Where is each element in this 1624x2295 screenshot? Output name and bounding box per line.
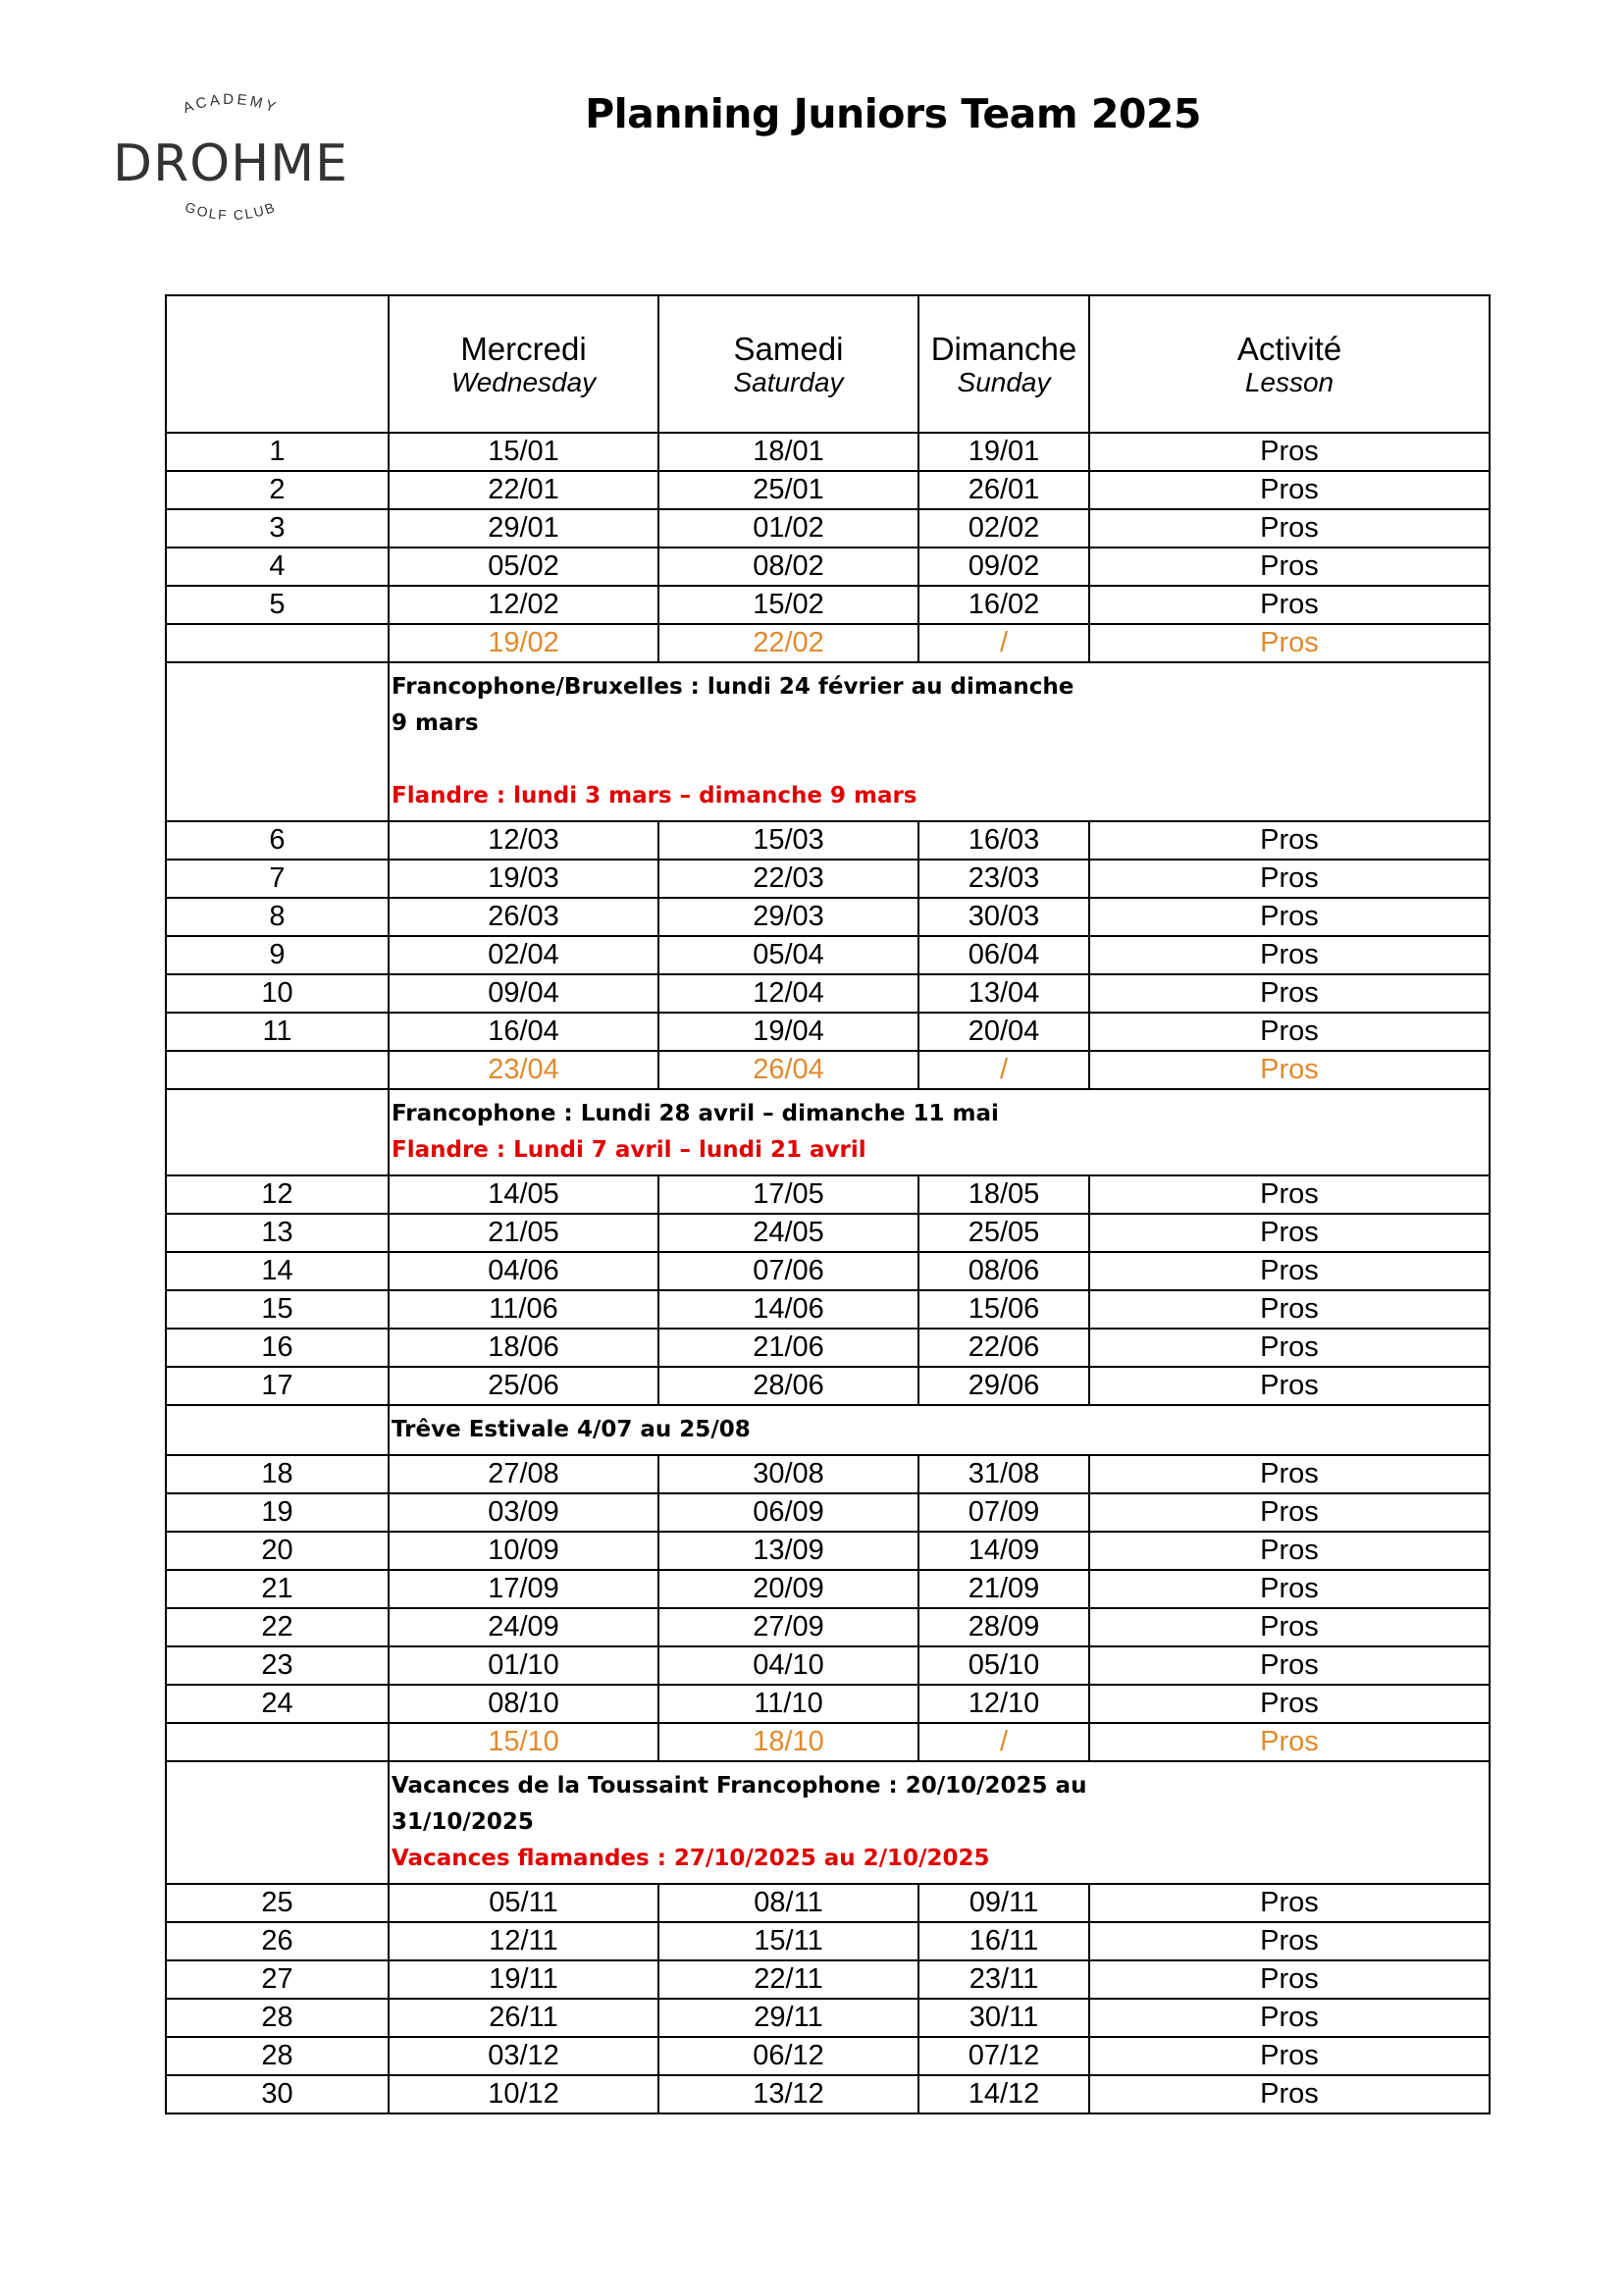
- session-number: 7: [166, 860, 389, 898]
- session-number: 12: [166, 1175, 389, 1214]
- saturday-date: 22/03: [658, 860, 918, 898]
- activity-cell: Pros: [1089, 2075, 1490, 2113]
- sunday-date: 20/04: [918, 1013, 1089, 1051]
- activity-cell: Pros: [1089, 509, 1490, 548]
- wednesday-date: 19/11: [389, 1960, 658, 1999]
- wednesday-date: 03/12: [389, 2037, 658, 2075]
- session-row: [166, 1608, 1490, 1646]
- sunday-date: /: [918, 1723, 1089, 1761]
- session-row: [166, 1175, 1490, 1214]
- session-number: 28: [166, 1999, 389, 2037]
- session-number: [166, 624, 389, 662]
- saturday-date: 06/12: [658, 2037, 918, 2075]
- wednesday-date: 24/09: [389, 1608, 658, 1646]
- activity-cell: Pros: [1089, 1884, 1490, 1922]
- saturday-date: 22/02: [658, 624, 918, 662]
- sunday-date: 21/09: [918, 1570, 1089, 1608]
- logo-main-text: DROHME: [113, 134, 348, 193]
- holiday-note-row: [166, 1089, 1490, 1175]
- optional-session-row: [166, 1051, 1490, 1089]
- saturday-date: 29/03: [658, 898, 918, 936]
- saturday-date: 15/02: [658, 586, 918, 624]
- session-row: [166, 548, 1490, 586]
- session-row: [166, 1922, 1490, 1960]
- sunday-date: 08/06: [918, 1252, 1089, 1290]
- session-number: 30: [166, 2075, 389, 2113]
- activity-cell: Pros: [1089, 1455, 1490, 1493]
- saturday-date: 11/10: [658, 1685, 918, 1723]
- wednesday-date: 01/10: [389, 1646, 658, 1685]
- header-cell-saturday: Samedi Saturday: [658, 295, 918, 433]
- holiday-note-text: Trêve Estivale 4/07 au 25/08: [392, 1417, 751, 1442]
- activity-cell: Pros: [1089, 1999, 1490, 2037]
- session-row: [166, 1646, 1490, 1685]
- saturday-date: 08/11: [658, 1884, 918, 1922]
- session-number: 28: [166, 2037, 389, 2075]
- session-number: 19: [166, 1493, 389, 1532]
- sunday-date: 19/01: [918, 433, 1089, 471]
- session-row: [166, 974, 1490, 1013]
- session-number: 5: [166, 586, 389, 624]
- session-number: 27: [166, 1960, 389, 1999]
- activity-cell: Pros: [1089, 1252, 1490, 1290]
- sunday-date: /: [918, 624, 1089, 662]
- holiday-note-row: [166, 662, 1490, 821]
- note-spacer-cell: [1089, 1405, 1490, 1455]
- header-cell-wednesday: Mercredi Wednesday: [389, 295, 658, 433]
- optional-session-row: [166, 624, 1490, 662]
- saturday-date: 24/05: [658, 1214, 918, 1252]
- wednesday-date: 25/06: [389, 1367, 658, 1405]
- holiday-note: [389, 1405, 1089, 1455]
- session-number: 2: [166, 471, 389, 509]
- sunday-date: 02/02: [918, 509, 1089, 548]
- saturday-date: 04/10: [658, 1646, 918, 1685]
- note-empty-cell: [166, 662, 389, 821]
- sunday-date: 18/05: [918, 1175, 1089, 1214]
- activity-cell: Pros: [1089, 1367, 1490, 1405]
- saturday-date: 28/06: [658, 1367, 918, 1405]
- activity-cell: Pros: [1089, 936, 1490, 974]
- activity-cell: Pros: [1089, 1051, 1490, 1089]
- saturday-date: 13/12: [658, 2075, 918, 2113]
- sunday-date: 07/09: [918, 1493, 1089, 1532]
- wednesday-date: 29/01: [389, 509, 658, 548]
- sunday-date: 23/11: [918, 1960, 1089, 1999]
- sunday-date: 13/04: [918, 974, 1089, 1013]
- wednesday-date: 05/02: [389, 548, 658, 586]
- session-number: 1: [166, 433, 389, 471]
- sunday-date: 28/09: [918, 1608, 1089, 1646]
- activity-cell: Pros: [1089, 2037, 1490, 2075]
- wednesday-date: 05/11: [389, 1884, 658, 1922]
- sunday-date: 22/06: [918, 1329, 1089, 1367]
- sunday-date: 23/03: [918, 860, 1089, 898]
- session-row: [166, 1252, 1490, 1290]
- activity-cell: Pros: [1089, 624, 1490, 662]
- sunday-date: 29/06: [918, 1367, 1089, 1405]
- sunday-date: 14/09: [918, 1532, 1089, 1570]
- activity-cell: Pros: [1089, 1329, 1490, 1367]
- note-spacer-cell: [1089, 662, 1490, 821]
- wednesday-date: 26/03: [389, 898, 658, 936]
- sunday-date: 16/02: [918, 586, 1089, 624]
- holiday-note: [389, 1761, 1089, 1884]
- session-row: [166, 509, 1490, 548]
- wednesday-date: 15/10: [389, 1723, 658, 1761]
- sunday-date: /: [918, 1051, 1089, 1089]
- session-row: [166, 1532, 1490, 1570]
- activity-cell: Pros: [1089, 1013, 1490, 1051]
- sunday-date: 30/11: [918, 1999, 1089, 2037]
- session-number: 17: [166, 1367, 389, 1405]
- session-row: [166, 821, 1490, 860]
- drohme-logo: [108, 78, 373, 245]
- session-number: 20: [166, 1532, 389, 1570]
- session-row: [166, 2037, 1490, 2075]
- sunday-date: 09/11: [918, 1884, 1089, 1922]
- sunday-date: 16/11: [918, 1922, 1089, 1960]
- activity-cell: Pros: [1089, 548, 1490, 586]
- session-number: 23: [166, 1646, 389, 1685]
- session-row: [166, 433, 1490, 471]
- session-row: [166, 1013, 1490, 1051]
- sunday-date: 15/06: [918, 1290, 1089, 1329]
- saturday-date: 15/03: [658, 821, 918, 860]
- activity-cell: Pros: [1089, 1922, 1490, 1960]
- note-spacer-cell: [1089, 1761, 1490, 1884]
- saturday-date: 25/01: [658, 471, 918, 509]
- session-row: [166, 2075, 1490, 2113]
- session-row: [166, 1999, 1490, 2037]
- session-row: [166, 1570, 1490, 1608]
- session-row: [166, 1960, 1490, 1999]
- session-number: 8: [166, 898, 389, 936]
- session-number: 4: [166, 548, 389, 586]
- session-number: 22: [166, 1608, 389, 1646]
- wednesday-date: 17/09: [389, 1570, 658, 1608]
- holiday-note-text: Francophone/Bruxelles : lundi 24 février au dimanche 9 mars: [392, 674, 1074, 736]
- wednesday-date: 26/11: [389, 1999, 658, 2037]
- session-row: [166, 471, 1490, 509]
- session-number: 14: [166, 1252, 389, 1290]
- session-number: 21: [166, 1570, 389, 1608]
- saturday-date: 06/09: [658, 1493, 918, 1532]
- holiday-note-flanders-text: Flandre : lundi 3 mars – dimanche 9 mars: [392, 783, 917, 808]
- saturday-date: 20/09: [658, 1570, 918, 1608]
- activity-cell: Pros: [1089, 898, 1490, 936]
- session-row: [166, 1493, 1490, 1532]
- holiday-note-flanders-text: Flandre : Lundi 7 avril – lundi 21 avril: [392, 1137, 866, 1163]
- note-empty-cell: [166, 1761, 389, 1884]
- saturday-date: 22/11: [658, 1960, 918, 1999]
- session-number: 9: [166, 936, 389, 974]
- saturday-date: 30/08: [658, 1455, 918, 1493]
- sunday-date: 16/03: [918, 821, 1089, 860]
- wednesday-date: 16/04: [389, 1013, 658, 1051]
- holiday-note-row: [166, 1405, 1490, 1455]
- activity-cell: Pros: [1089, 1685, 1490, 1723]
- activity-cell: Pros: [1089, 1646, 1490, 1685]
- activity-cell: Pros: [1089, 1290, 1490, 1329]
- activity-cell: Pros: [1089, 1723, 1490, 1761]
- activity-cell: Pros: [1089, 821, 1490, 860]
- header-row: [166, 295, 1490, 433]
- holiday-note-text: Francophone : Lundi 28 avril – dimanche 11 mai: [392, 1101, 999, 1126]
- wednesday-date: 08/10: [389, 1685, 658, 1723]
- wednesday-date: 23/04: [389, 1051, 658, 1089]
- session-number: 18: [166, 1455, 389, 1493]
- session-number: 6: [166, 821, 389, 860]
- wednesday-date: 14/05: [389, 1175, 658, 1214]
- session-number: 13: [166, 1214, 389, 1252]
- note-empty-cell: [166, 1405, 389, 1455]
- wednesday-date: 21/05: [389, 1214, 658, 1252]
- session-row: [166, 1290, 1490, 1329]
- activity-cell: Pros: [1089, 1570, 1490, 1608]
- activity-cell: Pros: [1089, 1608, 1490, 1646]
- saturday-date: 08/02: [658, 548, 918, 586]
- session-row: [166, 1329, 1490, 1367]
- wednesday-date: 10/12: [389, 2075, 658, 2113]
- saturday-date: 05/04: [658, 936, 918, 974]
- sunday-date: 31/08: [918, 1455, 1089, 1493]
- activity-cell: Pros: [1089, 1960, 1490, 1999]
- session-row: [166, 586, 1490, 624]
- schedule-table: [165, 294, 1491, 2114]
- saturday-date: 14/06: [658, 1290, 918, 1329]
- activity-cell: Pros: [1089, 860, 1490, 898]
- saturday-date: 19/04: [658, 1013, 918, 1051]
- holiday-note: [389, 662, 1089, 821]
- sunday-date: 07/12: [918, 2037, 1089, 2075]
- wednesday-date: 11/06: [389, 1290, 658, 1329]
- saturday-date: 18/10: [658, 1723, 918, 1761]
- saturday-date: 15/11: [658, 1922, 918, 1960]
- saturday-date: 18/01: [658, 433, 918, 471]
- holiday-note-flanders-text: Vacances flamandes : 27/10/2025 au 2/10/2025: [392, 1846, 990, 1871]
- session-row: [166, 898, 1490, 936]
- saturday-date: 26/04: [658, 1051, 918, 1089]
- saturday-date: 07/06: [658, 1252, 918, 1290]
- session-row: [166, 860, 1490, 898]
- wednesday-date: 18/06: [389, 1329, 658, 1367]
- wednesday-date: 19/02: [389, 624, 658, 662]
- note-spacer-cell: [1089, 1089, 1490, 1175]
- saturday-date: 27/09: [658, 1608, 918, 1646]
- wednesday-date: 22/01: [389, 471, 658, 509]
- wednesday-date: 12/02: [389, 586, 658, 624]
- sunday-date: 05/10: [918, 1646, 1089, 1685]
- session-number: 24: [166, 1685, 389, 1723]
- wednesday-date: 12/11: [389, 1922, 658, 1960]
- activity-cell: Pros: [1089, 1175, 1490, 1214]
- page-title: Planning Juniors Team 2025: [585, 90, 1201, 137]
- session-number: 10: [166, 974, 389, 1013]
- session-number: 3: [166, 509, 389, 548]
- sunday-date: 14/12: [918, 2075, 1089, 2113]
- wednesday-date: 19/03: [389, 860, 658, 898]
- saturday-date: 17/05: [658, 1175, 918, 1214]
- saturday-date: 21/06: [658, 1329, 918, 1367]
- wednesday-date: 09/04: [389, 974, 658, 1013]
- session-number: [166, 1723, 389, 1761]
- session-row: [166, 1455, 1490, 1493]
- sunday-date: 30/03: [918, 898, 1089, 936]
- sunday-date: 09/02: [918, 548, 1089, 586]
- sunday-date: 25/05: [918, 1214, 1089, 1252]
- activity-cell: Pros: [1089, 1493, 1490, 1532]
- session-number: 16: [166, 1329, 389, 1367]
- session-row: [166, 1884, 1490, 1922]
- activity-cell: Pros: [1089, 433, 1490, 471]
- session-row: [166, 1685, 1490, 1723]
- wednesday-date: 27/08: [389, 1455, 658, 1493]
- session-row: [166, 1214, 1490, 1252]
- wednesday-date: 10/09: [389, 1532, 658, 1570]
- session-number: [166, 1051, 389, 1089]
- activity-cell: Pros: [1089, 471, 1490, 509]
- saturday-date: 29/11: [658, 1999, 918, 2037]
- header-cell-sunday: Dimanche Sunday: [918, 295, 1089, 433]
- holiday-note-text: Vacances de la Toussaint Francophone : 20/10/2025 au 31/10/2025: [392, 1773, 1087, 1835]
- activity-cell: Pros: [1089, 1214, 1490, 1252]
- sunday-date: 06/04: [918, 936, 1089, 974]
- logo-top-text: ACADEMY: [181, 90, 281, 118]
- note-empty-cell: [166, 1089, 389, 1175]
- session-number: 15: [166, 1290, 389, 1329]
- sunday-date: 26/01: [918, 471, 1089, 509]
- logo-bottom-text: GOLF CLUB: [183, 198, 279, 224]
- optional-session-row: [166, 1723, 1490, 1761]
- saturday-date: 13/09: [658, 1532, 918, 1570]
- holiday-note-row: [166, 1761, 1490, 1884]
- wednesday-date: 02/04: [389, 936, 658, 974]
- session-row: [166, 936, 1490, 974]
- activity-cell: Pros: [1089, 1532, 1490, 1570]
- holiday-note: [389, 1089, 1089, 1175]
- saturday-date: 01/02: [658, 509, 918, 548]
- wednesday-date: 03/09: [389, 1493, 658, 1532]
- wednesday-date: 04/06: [389, 1252, 658, 1290]
- wednesday-date: 12/03: [389, 821, 658, 860]
- session-row: [166, 1367, 1490, 1405]
- header-cell-number: [166, 295, 389, 433]
- sunday-date: 12/10: [918, 1685, 1089, 1723]
- session-number: 26: [166, 1922, 389, 1960]
- header-cell-activity: Activité Lesson: [1089, 295, 1490, 433]
- saturday-date: 12/04: [658, 974, 918, 1013]
- activity-cell: Pros: [1089, 974, 1490, 1013]
- wednesday-date: 15/01: [389, 433, 658, 471]
- session-number: 11: [166, 1013, 389, 1051]
- activity-cell: Pros: [1089, 586, 1490, 624]
- session-number: 25: [166, 1884, 389, 1922]
